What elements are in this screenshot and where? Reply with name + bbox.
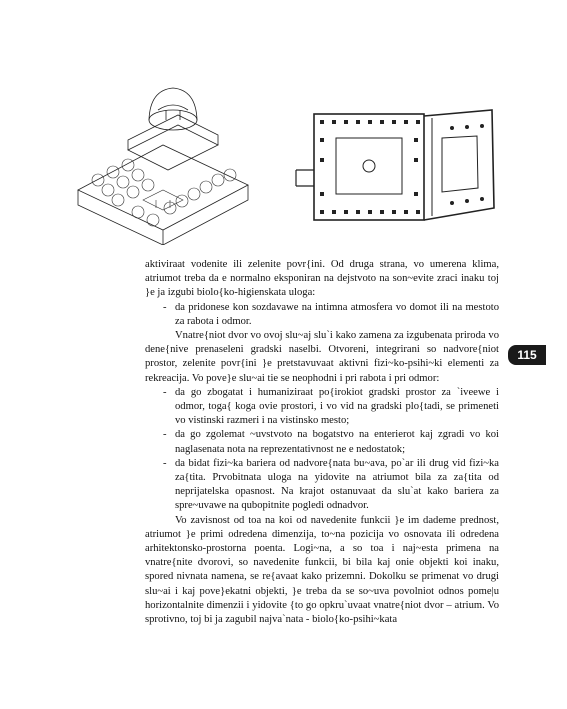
bullet-list [145, 386, 499, 514]
list-item: - da bidat fizi~ka bariera od nadvore{nata bu~ava, po`ar ili drug vid fizi~ka za{tita. Prvobitnata uloga na yidovite na atriumot bila za za{tita od neprijatelska opasnost. Na krajot ostanuvaat da slu`at kako bariera za spre~uvawe na qubopitnite pogledi odnadvor. [163, 457, 499, 512]
paragraph: Vnatre{niot dvor vo ovoj slu~aj slu`i kako zamena za izgubenata priroda vo dene{nive prenaseleni gradski naselbi. Otvoreni, integrirani so nadvore{niot prostor, zelenite povr{ini }e pretstavuvaat aktivni fizi~ko-psihi~ki elementi za rekreacija. Vo pove}e slu~ai tie se neophodni i pri rabota i pri odmor: [145, 330, 499, 384]
list-item: - da go zbogatat i humaniziraat po{irokiot gradski prostor za `iveewe i odmor, toga{ koga ovie prostori, i vo vid na gradski plo{tadi, se primeneti vo vistinski razmeri i na vistinsko mesto; [163, 386, 499, 427]
page-number-badge: 115 [508, 345, 546, 365]
list-item: - da pridonese kon sozdavawe na intimna atmosfera vo domot ili na mestoto za rabota i odmor. [163, 301, 499, 327]
axonometric-drawing [68, 80, 258, 245]
figures [0, 80, 567, 260]
body-text [145, 258, 499, 627]
paragraph: Vo zavisnost od toa na koi od navedenite funkcii }e im dademe prednost, atriumot }e primi odredena dimenzija, to~na pozicija vo osnovata ili odredena arhitektonsko-prostorna poenta. Logi~na, a so toa i naj~esta primena na vnatre{nite dvorovi, so navedenite funkcii, bi bila kaj onie objekti koi inaku, spored nivnata namena, se re{avaat kako prizemni. Dokolku se primenat vo drugi slu~ai i kaj pove}ekatni objekti, }e treba da se so~uva povolniot odnos pome|u horizontalnite dimenzii i yidovite {to go opkru`uvaat vnatre{niot dvor – atrium. Vo sprotivno, toj bi ja zagubil najva`nata - biolo{ko-psihi~kata [145, 514, 499, 626]
floor-plan-drawing [292, 108, 497, 226]
paragraph: aktiviraat vodenite ili zelenite povr{ini. Od druga strana, vo umerena klima, atriumot treba da e normalno eksponiran na dejstvoto na son~evite zraci inaku toj }e ja izgubi biolo{ko-higienskata uloga: [145, 259, 499, 299]
bullet-list [145, 301, 499, 329]
list-item: - da go zgolemat ~uvstvoto na bogatstvo na enterierot kaj zgradi vo koi naglasenata nota na reprezentativnost ne e nedostatok; [163, 429, 499, 455]
